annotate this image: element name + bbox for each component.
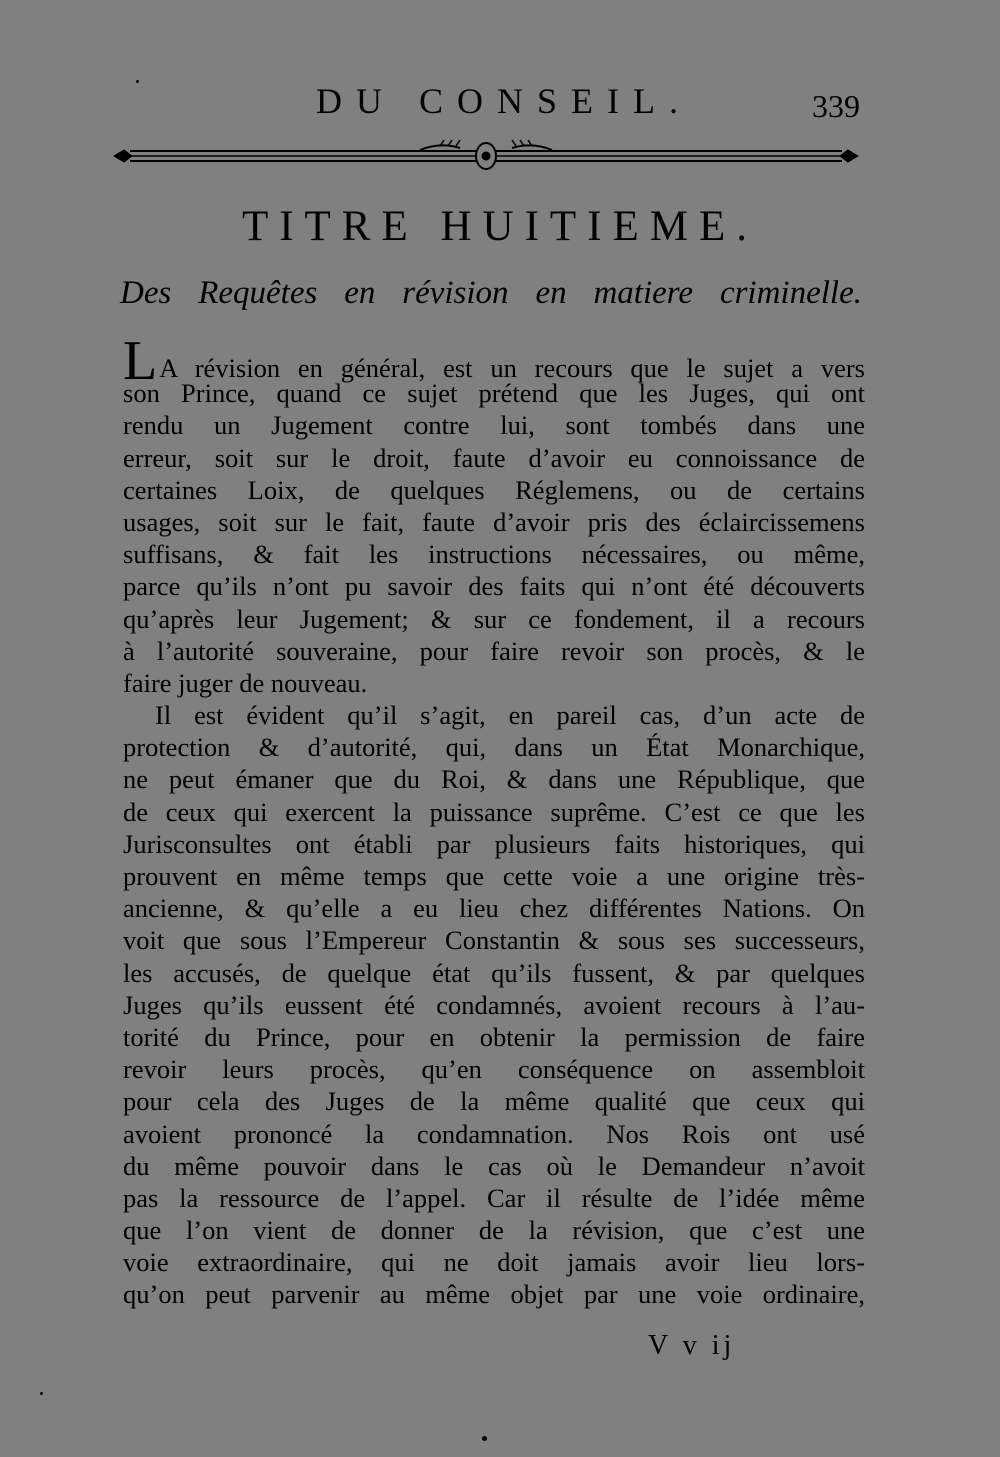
text-line: les accusés, de quelque état qu’ils fussent, & par quelques — [123, 957, 865, 988]
text-line: du même pouvoir dans le cas où le Demandeur n’avoit — [123, 1150, 865, 1181]
text-line: qu’on peut parvenir au même objet par une voie ordinaire, — [123, 1279, 865, 1310]
text-line: revoir leurs procès, qu’en conséquence on assembloit — [123, 1054, 865, 1085]
text-line: ancienne, & qu’elle a eu lieu chez différentes Nations. On — [123, 893, 865, 924]
text-line: Jurisconsultes ont établi par plusieurs faits historiques, qui — [123, 828, 865, 859]
text-line: qu’après leur Jugement; & sur ce fondement, il a recours — [123, 603, 865, 634]
text-line: ne peut émaner que du Roi, & dans une République, que — [123, 764, 865, 795]
chapter-subtitle: Des Requêtes en révision en matiere criminelle. — [120, 275, 862, 311]
text-line: faire juger de nouveau. — [123, 667, 368, 698]
text-line: usages, soit sur le fait, faute d’avoir pris des éclaircissemens — [123, 506, 865, 537]
chapter-title: TITRE HUITIEME. — [241, 203, 759, 250]
drop-cap: L — [123, 330, 158, 392]
ink-speck — [40, 1392, 43, 1395]
text-line: voie extraordinaire, qui ne doit jamais avoir lieu lors- — [123, 1247, 865, 1278]
text-line: rendu un Jugement contre lui, sont tombés dans une — [123, 410, 865, 441]
text-line: certaines Loix, de quelques Réglemens, ou de certains — [123, 474, 865, 505]
text-line: pas la ressource de l’appel. Car il résulte de l’idée même — [123, 1182, 865, 1213]
body-text — [123, 330, 865, 1311]
page-number: 339 — [812, 88, 860, 124]
text-line: torité du Prince, pour en obtenir la permission de faire — [123, 1021, 865, 1052]
text-line: à l’autorité souveraine, pour faire revoir son procès, & le — [123, 635, 865, 666]
text-line: protection & d’autorité, qui, dans un État Monarchique, — [123, 732, 865, 763]
signature-mark: V v ij — [648, 1330, 736, 1361]
ink-speck — [482, 1436, 487, 1441]
text-line: erreur, soit sur le droit, faute d’avoir eu connoissance de — [123, 442, 865, 473]
text-line: que l’on vient de donner de la révision, que c’est une — [123, 1215, 865, 1246]
running-title: DU CONSEIL. — [316, 81, 692, 121]
text-line: Il est évident qu’il s’agit, en pareil cas, d’un acte de — [155, 700, 865, 731]
text-line: suffisans, & fait les instructions nécessaires, ou même, — [123, 539, 865, 570]
text-line: prouvent en même temps que cette voie a une origine très- — [123, 861, 865, 891]
text-line: parce qu’ils n’ont pu savoir des faits qui n’ont été découverts — [123, 571, 865, 602]
text-line: avoient prononcé la condamnation. Nos Rois ont usé — [123, 1118, 865, 1149]
ink-speck — [136, 80, 139, 83]
text-line: voit que sous l’Empereur Constantin & sous ses successeurs, — [123, 925, 865, 956]
text-line: pour cela des Juges de la même qualité que ceux qui — [123, 1086, 865, 1117]
text-line: Juges qu’ils eussent été condamnés, avoient recours à l’au- — [123, 989, 865, 1020]
ornamental-rule — [110, 138, 862, 174]
text-line: son Prince, quand ce sujet prétend que les Juges, qui ont — [123, 378, 865, 409]
text-line: LA révision en général, est un recours que le sujet a vers — [123, 330, 865, 392]
text-line: de ceux qui exercent la puissance suprême. C’est ce que les — [123, 796, 865, 827]
